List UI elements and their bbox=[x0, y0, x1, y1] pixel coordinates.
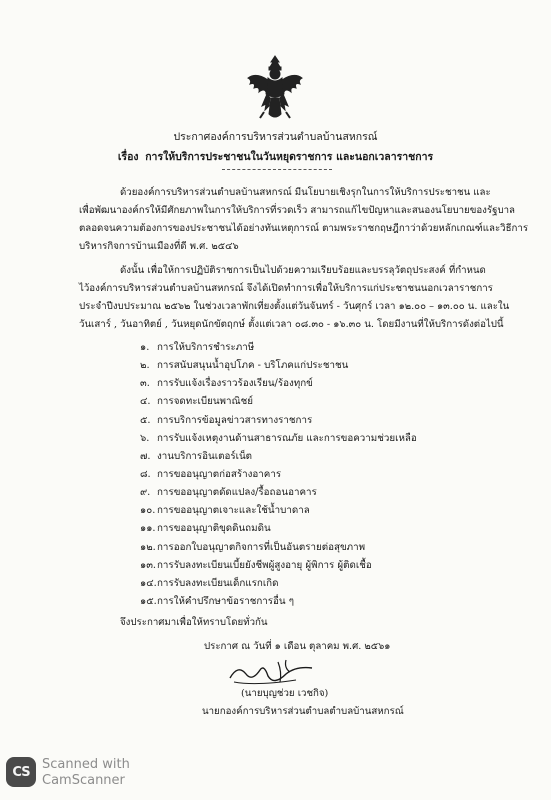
item-label: การขออนุญาตก่อสร้างอาคาร bbox=[157, 468, 282, 480]
list-item bbox=[140, 541, 417, 559]
item-label: การขออนุญาตเจาะและใช้น้ำบาดาล bbox=[157, 505, 310, 517]
item-label: การรับลงทะเบียนเด็กแรกเกิด bbox=[157, 577, 279, 589]
paragraph-1-line: ตลอดจนความต้องการของประชาชนได้อย่างทันเหตุการณ์ ตามพระราชกฤษฎีกาว่าด้วยหลักเกณฑ์และวิธีการ bbox=[79, 223, 529, 234]
services-list bbox=[140, 341, 417, 613]
paragraph-2-line: วันเสาร์ , วันอาทิตย์ , วันหยุดนักขัตฤกษ์ ตั้งแต่เวลา ๐๘.๓๐ - ๑๖.๓๐ น. โดยมีงานที่ให้บริการดังต่อไปนี้ bbox=[79, 319, 504, 330]
announcement-subject bbox=[0, 148, 551, 165]
item-number: ๗. bbox=[140, 450, 151, 462]
item-number: ๖. bbox=[140, 432, 150, 444]
list-item bbox=[140, 450, 417, 468]
item-number: ๑๒. bbox=[140, 541, 156, 553]
item-label: การรับแจ้งเหตุงานด้านสาธารณภัย และการขอความช่วยเหลือ bbox=[157, 432, 417, 444]
announcement-date: ประกาศ ณ วันที่ ๑ เดือน ตุลาคม พ.ศ. ๒๕๖๑ bbox=[204, 641, 391, 652]
item-label: การรับลงทะเบียนเบี้ยยังชีพผู้สูงอายุ ผู้พิการ ผู้ติดเชื้อ bbox=[157, 559, 372, 571]
item-number: ๑๓. bbox=[140, 559, 157, 571]
watermark-line-1: Scanned with bbox=[42, 757, 130, 772]
scanner-watermark bbox=[42, 757, 130, 789]
paragraph-1-line: ด้วยองค์การบริหารส่วนตำบลบ้านสหกรณ์ มีนโยบายเชิงรุกในการให้บริการประชาชน และ bbox=[120, 187, 491, 198]
item-label: การบริการข้อมูลข่าวสารทางราชการ bbox=[157, 414, 313, 426]
list-item bbox=[140, 377, 417, 395]
item-number: ๔. bbox=[140, 396, 151, 408]
item-number: ๑๕. bbox=[140, 595, 157, 607]
list-item bbox=[140, 577, 417, 595]
list-item bbox=[140, 395, 417, 413]
item-number: ๑๔. bbox=[140, 577, 157, 589]
list-item bbox=[140, 359, 417, 377]
paragraph-2-line: ประจำปีงบประมาณ ๒๕๖๒ ในช่วงเวลาพักเที่ยงตั้งแต่วันจันทร์ - วันศุกร์ เวลา ๑๒.๐๐ – ๑๓.๐๐ น. และใน bbox=[79, 301, 510, 312]
item-number: ๑๑. bbox=[140, 523, 156, 535]
list-item bbox=[140, 559, 417, 577]
item-number: ๘. bbox=[140, 468, 151, 480]
list-item bbox=[140, 522, 417, 540]
list-item bbox=[140, 468, 417, 486]
signatory-name: (นายบุญช่วย เวชกิจ) bbox=[241, 688, 329, 699]
subject-text: การให้บริการประชาชนในวันหยุดราชการ และนอกเวลาราชการ bbox=[145, 151, 434, 163]
item-label: การขออนุญาตดัดแปลง/รื้อถอนอาคาร bbox=[157, 487, 317, 499]
item-number: ๙. bbox=[140, 487, 151, 499]
list-item bbox=[140, 341, 417, 359]
item-number: ๓. bbox=[140, 378, 150, 390]
item-number: ๑. bbox=[140, 342, 150, 353]
paragraph-2-line: ไว้องค์การบริหารส่วนตำบลบ้านสหกรณ์ จึงได้เปิดทำการเพื่อให้บริการแก่ประชาชนนอกเวลาราชการ bbox=[79, 283, 493, 294]
signatory-position: นายกองค์การบริหารส่วนตำบลตำบลบ้านสหกรณ์ bbox=[202, 706, 404, 717]
item-label: การให้คำปรึกษาข้อราชการอื่น ๆ bbox=[157, 595, 295, 607]
item-label: การรับแจ้งเรื่องราวร้องเรียน/ร้องทุกข์ bbox=[157, 378, 313, 390]
item-label: การขออนุญาติขุดดินถมดิน bbox=[157, 523, 271, 535]
watermark-line-2: CamScanner bbox=[42, 773, 125, 788]
list-item bbox=[140, 504, 417, 522]
item-label: การออกใบอนุญาตกิจการที่เป็นอันตรายต่อสุขภาพ bbox=[157, 541, 366, 553]
handwritten-signature-icon bbox=[226, 656, 316, 690]
list-item bbox=[140, 486, 417, 504]
item-label: การจดทะเบียนพาณิชย์ bbox=[157, 396, 253, 408]
subject-label: เรื่อง bbox=[117, 151, 139, 163]
item-number: ๒. bbox=[140, 360, 150, 372]
paragraph-2-line: ดังนั้น เพื่อให้การปฏิบัติราชการเป็นไปด้วยความเรียบร้อยและบรรลุวัตถุประสงค์ ที่กำหนด bbox=[120, 265, 486, 276]
list-item bbox=[140, 595, 417, 613]
item-number: ๑๐. bbox=[140, 505, 156, 517]
item-label: การสนับสนุนน้ำอุปโภค - บริโภคแก่ประชาชน bbox=[157, 360, 349, 372]
camscanner-logo-icon: CS bbox=[6, 757, 36, 787]
item-number: ๕. bbox=[140, 414, 151, 426]
item-label: งานบริการอินเตอร์เน็ต bbox=[157, 450, 253, 462]
list-item bbox=[140, 432, 417, 450]
header-divider bbox=[222, 169, 332, 170]
list-item bbox=[140, 414, 417, 432]
announcement-title: ประกาศองค์การบริหารส่วนตำบลบ้านสหกรณ์ bbox=[173, 131, 378, 143]
item-label: การให้บริการชำระภาษี bbox=[157, 342, 255, 353]
closing-statement: จึงประกาศมาเพื่อให้ทราบโดยทั่วกัน bbox=[120, 617, 268, 628]
paragraph-1-line: บริหารกิจการบ้านเมืองที่ดี พ.ศ. ๒๕๔๖ bbox=[79, 241, 239, 252]
paragraph-1-line: เพื่อพัฒนาองค์กรให้มีศักยภาพในการให้บริการที่รวดเร็ว สามารถแก้ไขปัญหาและสนองนโยบายของรัฐบาล bbox=[79, 205, 515, 216]
garuda-emblem-icon bbox=[246, 54, 304, 122]
